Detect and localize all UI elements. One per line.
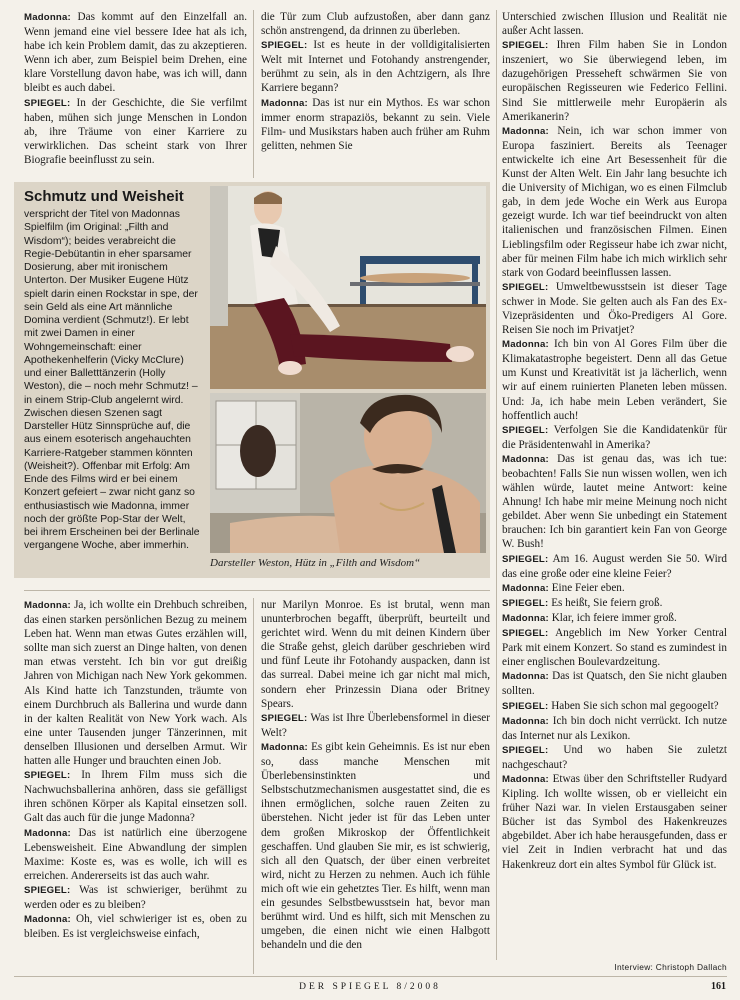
interview-paragraph <box>24 10 247 96</box>
paragraph-text: Ihren Film haben Sie in London inszeniert, wo Sie überwiegend leben, im dazugehörigen Presseheft schwärmen Sie von europäischen Regisseuren wie Federico Fellini. Sind Sie mittlerweile mehr Europäerin als Amerikanerin? <box>502 39 727 123</box>
interview-paragraph <box>502 124 727 280</box>
interview-paragraph <box>502 669 727 698</box>
speaker-label: Madonna: <box>24 12 71 23</box>
speaker-label: SPIEGEL: <box>24 97 71 109</box>
top-column-1 <box>24 10 247 178</box>
interview-paragraph <box>502 714 727 743</box>
paragraph-text: Das kommt auf den Einzelfall an. Wenn jemand eine viel bessere Idee hat als ich, habe ich kein Problem damit, das zu akzeptieren. Wenn ich aber, zum Beispiel beim Drehen, eine klare Vorstellung davon habe, was ich will, dann bleibt es auch dabei. <box>24 11 247 95</box>
column-rule <box>253 10 254 178</box>
paragraph-text: In Ihrem Film muss sich die Nachwuchsballerina anhören, dass sie gefälligst ihren schönen Körper als Kapital einsetzen soll. Galt das auch für die junge Madonna? <box>24 769 247 825</box>
bottom-column-1 <box>24 598 247 974</box>
paragraph-text: Klar, ich feiere immer groß. <box>551 611 677 624</box>
speaker-label: SPIEGEL: <box>502 40 549 52</box>
section-rule <box>24 590 490 591</box>
speaker-label: SPIEGEL: <box>502 424 549 436</box>
interview-paragraph <box>502 596 727 611</box>
huetz-image <box>210 393 486 553</box>
speaker-label: Madonna: <box>24 600 71 611</box>
interview-paragraph <box>502 423 727 452</box>
paragraph-text: Haben Sie sich schon mal gegoogelt? <box>551 699 719 712</box>
speaker-label: Madonna: <box>502 453 549 465</box>
speaker-label: SPIEGEL: <box>24 770 71 782</box>
paragraph-text: Und wo haben Sie zuletzt nachgeschaut? <box>502 743 727 771</box>
speaker-label: SPIEGEL: <box>261 40 308 52</box>
interview-paragraph <box>261 598 490 711</box>
speaker-label: Madonna: <box>502 671 549 683</box>
paragraph-text: Das ist natürlich eine überzogene Lebensweisheit. Eine Abwandlung der simplen Maxime: Koste es, was es wolle, ich will es erreichen. Andererseits ist das auch wahr. <box>24 826 247 882</box>
speaker-label: Madonna: <box>261 97 308 109</box>
sidebar-text-block <box>24 188 202 553</box>
interview-credit: Interview: Christoph Dallach <box>614 962 727 972</box>
right-column <box>502 10 727 958</box>
interview-paragraph <box>502 337 727 423</box>
interview-paragraph <box>24 883 247 912</box>
interview-paragraph <box>502 772 727 872</box>
interview-paragraph <box>502 552 727 581</box>
speaker-label: SPIEGEL: <box>261 712 308 724</box>
paragraph-text: Das ist Quatsch, den Sie nicht glauben sollten. <box>502 670 727 698</box>
page-number: 161 <box>711 981 726 992</box>
paragraph-text: Verfolgen Sie die Kandidatenkür für die Präsidentenwahl in Amerika? <box>502 423 727 451</box>
top-column-2 <box>261 10 490 178</box>
interview-paragraph <box>502 743 727 772</box>
speaker-label: Madonna: <box>24 827 71 839</box>
speaker-label: Madonna: <box>24 914 71 926</box>
interview-paragraph <box>24 826 247 883</box>
speaker-label: Madonna: <box>502 612 549 624</box>
paragraph-text: Ich bin von Al Gores Film über die Klimakatastrophe begeistert. Denn all das Getue um Kunst und Kreativität ist ja lächerlich, wenn wir auf einem ruinierten Planeten leben müssen. Und: Ja, ich habe mein Leben verändert, Sie hoffentlich auch! <box>502 338 727 422</box>
ballerina-image <box>210 186 486 389</box>
speaker-label: Madonna: <box>502 339 549 351</box>
speaker-label: SPIEGEL: <box>502 628 549 640</box>
interview-paragraph <box>24 96 247 167</box>
paragraph-text: Ja, ich wollte ein Drehbuch schreiben, das einen starken persönlichen Bezug zu meinem Leben hat. Wenn man etwas Gutes erzählen will, sollte man sich zuerst an Dinge halten, von denen man etwas versteht. Ich bin vor gut dreißig Jahren von Michigan nach New York gekommen. Als Kind hatte ich Tanzstunden, träumte von einem Durchbruch als Ballerina und wurde dann in der kalten Realität von New York wach. Als eine unter Tausenden junger Tänzerinnen, mit denselben Illusionen und derselben Armut. Wir hatten alle Hunger und brauchten einen Job. <box>24 599 247 768</box>
photo-huetz <box>210 393 486 553</box>
paragraph-text: nur Marilyn Monroe. Es ist brutal, wenn man ununterbrochen begafft, überprüft, beurteilt und gerichtet wird. Wenn du mit deinen Kindern über die Straße gehst, gleich darüber geschrieben wird und fünf Leute ihr Fotohandy auspacken, dann ist das surreal. Dabei meine ich gar nicht mal mich, sondern eher Prinzessin Diana oder Britney Spears. <box>261 599 490 710</box>
paragraph-text: Nein, ich war schon immer von Europa fasziniert. Bereits als Teenager entwickelte ich eine Art Besessenheit für die Kunst der Alten Welt. Ein Jahr lang besuchte ich die University of Michigan, wo es einen Filmclub gab, in dem jede Woche ein Werk aus Europa gezeigt wurde. Ich war tief beeindruckt von alten italienischen und französischen Filmen. Einen Lieblingsfilm oder Regisseur habe ich zwar nicht, aber für meinen Film habe ich mich wirklich sehr stark von Godard beeinflussen lassen. <box>502 124 727 279</box>
sidebar-title: Schmutz und Weisheit <box>24 188 184 205</box>
speaker-label: SPIEGEL: <box>502 700 549 712</box>
interview-paragraph <box>502 280 727 337</box>
magazine-issue: DER SPIEGEL 8/2008 <box>299 982 441 992</box>
paragraph-text: Es heißt, Sie feiern groß. <box>551 596 663 609</box>
interview-paragraph <box>24 912 247 941</box>
column-rule <box>496 10 497 960</box>
photo-ballerina <box>210 186 486 389</box>
paragraph-text: Was ist Ihre Überlebensformel in dieser Welt? <box>261 711 490 739</box>
interview-paragraph <box>261 711 490 740</box>
paragraph-text: Etwas über den Schriftsteller Rudyard Kipling. Ich wollte wissen, ob er vielleicht ein früher Nazi war. In vielen Erstausgaben seiner Bücher ist das Symbol des Hakenkreuzes abgebildet. Aber ich habe herausgefunden, dass er viel Zeit in Indien verbracht hat und das Hakenkreuz dort ein altes Symbol für Glück ist. <box>502 772 727 871</box>
speaker-label: SPIEGEL: <box>502 281 549 293</box>
speaker-label: SPIEGEL: <box>24 884 71 896</box>
interview-paragraph <box>24 768 247 825</box>
photo-caption: Darsteller Weston, Hütz in „Filth and Wisdom“ <box>210 557 421 569</box>
sidebar-body: verspricht der Titel von Madonnas Spielfilm (im Original: „Filth and Wisdom“); beides verabreicht die Regie-Debütantin in eher sparsamer Dosierung, aber mit ironischem Unterton. Der Musiker Eugene Hütz spielt darin einen Rockstar in spe, der sein Geld als eine Art männliche Domina verdient (Schmutz!). Er lebt mit zwei Damen in einer Wohngemeinschaft: einer Apothekenhelferin (Vicky McClure) und einer Balletttänzerin (Holly Weston), die – noch mehr Schmutz! – in einem Strip-Club angelernt wird. Zwischen diesen Szenen sagt Darsteller Hütz Sinnsprüche auf, die aus einem esoterisch angehauchten Karriere-Ratgeber stammen könnten (Weisheit?). Offenbar mit Erfolg: Am Ende des Films wird er bei einem Konzert gefeiert – zwar nicht ganz so enthusiastisch wie Madonna, immer noch der größte Pop-Star der Welt, bei ihrem Erscheinen bei der Berlinale vergangene Woche, aber immerhin. <box>24 209 200 552</box>
paragraph-text: Ist es heute in der volldigitalisierten Welt mit Internet und Fotohandy anstrengender, berühmt zu sein, als in den Achtzigern, als Ihre Karriere begann? <box>261 39 490 95</box>
speaker-label: Madonna: <box>502 582 549 594</box>
column-rule <box>253 598 254 974</box>
paragraph-text: Das ist nur ein Mythos. Es war schon immer enorm strapaziös, bekannt zu sein. Viele Film- und Musikstars haben auch früher am Ruhm gelitten, nehmen Sie <box>261 96 490 152</box>
paragraph-text: Ich bin doch nicht verrückt. Ich nutze das Internet nur als Lexikon. <box>502 714 727 742</box>
interview-paragraph <box>261 10 490 38</box>
footer-rule <box>14 976 727 977</box>
paragraph-text: Was ist schwieriger, berühmt zu werden oder es zu bleiben? <box>24 883 247 911</box>
interview-paragraph <box>24 598 247 768</box>
paragraph-text: Umweltbewusstsein ist dieser Tage schwer in Mode. Sie gelten auch als Fan des Ex-Vizepräsidenten und Öko-Predigers Al Gore. Reisen Sie noch im Privatjet? <box>502 280 727 337</box>
speaker-label: Madonna: <box>502 125 549 137</box>
speaker-label: SPIEGEL: <box>502 553 549 565</box>
speaker-label: SPIEGEL: <box>502 597 549 609</box>
interview-paragraph <box>502 10 727 38</box>
paragraph-text: Es gibt kein Geheimnis. Es ist nur eben so, dass manche Menschen mit Überlebensinstinkten und Selbstschutzmechanismen ausgestattet sind, die es ihnen ermöglichen, solche rauen Zeiten zu überstehen. Nicht jeder ist für das Leben unter dem großen Mikroskop der Öffentlichkeit geschaffen. Und glauben Sie mir, es ist schwierig, sich all den Quatsch, der über einen verbreitet wird, nicht zu Herzen zu nehmen. Auch ich fühle mich oft wie ein gehetztes Tier. Es hilft, wenn man ein gesundes Selbstbewusstsein hat, bevor man berühmt wird. Und es hilft, sich mit Menschen zu umgeben, die einen nicht wie einen Halbgott behandeln und die den <box>261 740 490 952</box>
interview-paragraph <box>261 38 490 95</box>
page-footer <box>0 980 740 996</box>
paragraph-text: die Tür zum Club aufzustoßen, aber dann ganz schön anstrengend, da drinnen zu überleben. <box>261 11 490 38</box>
paragraph-text: Das ist genau das, was ich tue: beobachten! Falls Sie nun wissen wollen, wen ich wählen würde, lautet meine Antwort: keine Ahnung! Ich habe mir meine Meinung noch nicht gebildet. Aber wenn Sie unbedingt ein Statement brauchen: Ich bin garantiert kein Fan von George W. Bush! <box>502 452 727 551</box>
speaker-label: Madonna: <box>261 741 308 753</box>
interview-paragraph <box>502 626 727 669</box>
speaker-label: SPIEGEL: <box>502 744 549 756</box>
interview-paragraph <box>502 699 727 714</box>
interview-paragraph <box>261 740 490 952</box>
paragraph-text: Angeblich im New Yorker Central Park mit einem Konzert. So stand es zumindest in einer englischen Boulevardzeitung. <box>502 627 727 669</box>
speaker-label: Madonna: <box>502 773 549 785</box>
interview-paragraph <box>502 38 727 124</box>
interview-paragraph <box>502 452 727 552</box>
paragraph-text: Unterschied zwischen Illusion und Realität nie außer Acht lassen. <box>502 11 727 38</box>
interview-paragraph <box>261 96 490 153</box>
interview-paragraph <box>502 581 727 596</box>
paragraph-text: Oh, viel schwieriger ist es, oben zu bleiben. Es ist vergleichsweise einfach, <box>24 913 247 941</box>
paragraph-text: Am 16. August werden Sie 50. Wird das eine große oder eine kleine Feier? <box>502 552 727 580</box>
paragraph-text: In der Geschichte, die Sie verfilmt haben, mühen sich junge Menschen in London ab, ihre Träume von einer Karriere zu verwirklichen. Das scheint stark von Ihrer Biografie beeinflusst zu sein. <box>24 96 247 166</box>
bottom-column-2 <box>261 598 490 974</box>
paragraph-text: Eine Feier eben. <box>551 581 625 594</box>
interview-paragraph <box>502 611 727 626</box>
speaker-label: Madonna: <box>502 715 549 727</box>
